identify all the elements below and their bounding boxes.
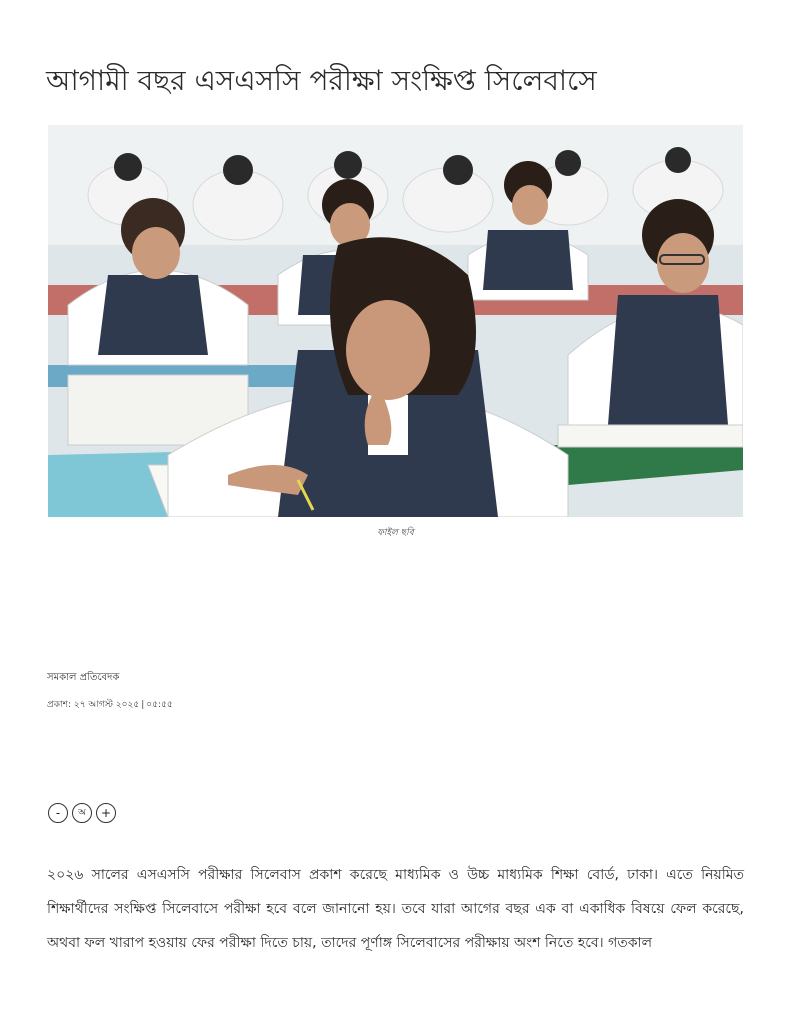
article-photo [48, 125, 743, 517]
publish-time: ০৫:৫৫ [146, 700, 173, 710]
article-body: ২০২৬ সালের এসএসসি পরীক্ষার সিলেবাস প্রকাশ করেছে মাধ্যমিক ও উচ্চ মাধ্যমিক শিক্ষা বোর্ড, ঢাকা। এতে নিয়মিত শিক্ষার্থীদের সংক্ষিপ্ত সিলেবাসে পরীক্ষা হবে বলে জানানো হয়। তবে যারা আগের বছর এক বা একাধিক বিষয়ে ফেল করেছে, অথবা ফল খারাপ হওয়ায় ফের পরীক্ষা দিতে চায়, তাদের পূর্ণাঙ্গ সিলেবাসের পরীক্ষায় অংশ নিতে হবে। গতকাল [47, 867, 744, 951]
article-byline: সমকাল প্রতিবেদক [47, 672, 120, 683]
font-size-controls [48, 803, 116, 823]
photo-caption: ফাইল ছবি [377, 528, 414, 538]
increase-font-button[interactable]: + [96, 803, 116, 823]
publish-dateline [47, 697, 173, 712]
classroom-exam-photo [48, 125, 743, 517]
reset-font-button[interactable]: অ [72, 803, 92, 823]
publish-date: প্রকাশ: ২৭ আগস্ট ২০২৫ [47, 700, 140, 710]
date-separator: | [141, 700, 145, 710]
article-headline: আগামী বছর এসএসসি পরীক্ষা সংক্ষিপ্ত সিলেবাসে [46, 64, 597, 97]
decrease-font-button[interactable]: - [48, 803, 68, 823]
